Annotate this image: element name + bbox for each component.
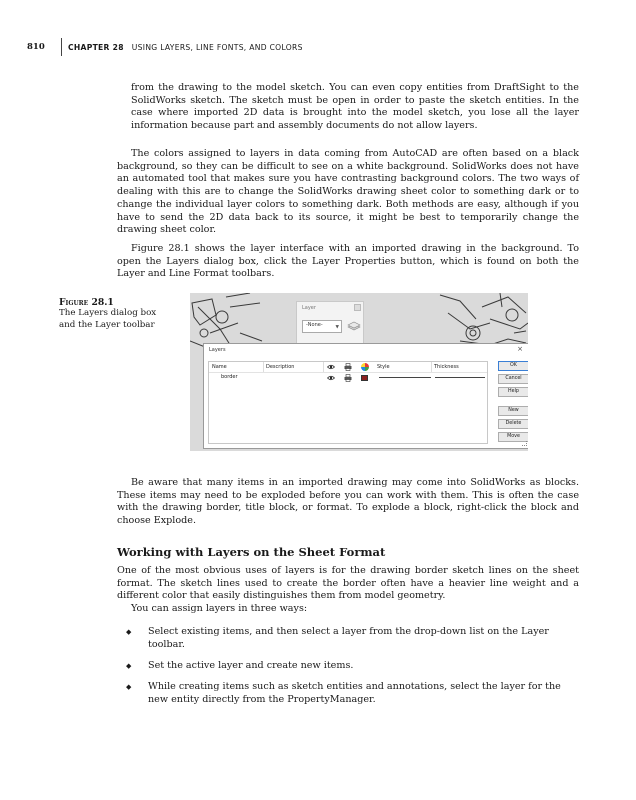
figure-caption bbox=[59, 297, 174, 331]
help-button[interactable]: Help bbox=[498, 387, 528, 397]
column-header-style[interactable]: Style bbox=[377, 364, 390, 370]
figure-caption-text: The Layers dialog box and the Layer toolbar bbox=[59, 308, 157, 330]
paragraph-colors: The colors assigned to layers in data coming from AutoCAD are often based on a black background, so they can be difficult to see on a white background. SolidWorks does not have an automated tool that makes sure you have contrasting background colors. The two ways of dealing with this are to change the SolidWorks drawing sheet color to something dark or to change the individual layer colors to something dark. Both methods are easy, although if you have to send the 2D data back to its source, it might be best to temporarily change the drawing sheet color. bbox=[117, 148, 579, 236]
paragraph-blocks: Be aware that many items in an imported drawing may come into SolidWorks as blocks. These items may need to be exploded before you can work with them. This is often the case with the drawing border, title block, or format. To explode a block, right-click the block and choose Explode. bbox=[117, 477, 579, 527]
column-divider bbox=[431, 362, 432, 372]
layer-color-swatch[interactable] bbox=[361, 375, 368, 381]
bullet-list bbox=[117, 626, 579, 715]
running-header bbox=[27, 36, 303, 58]
eye-icon[interactable] bbox=[327, 375, 335, 381]
table-header-rule bbox=[209, 372, 487, 373]
page-number: 810 bbox=[27, 42, 45, 52]
layer-toolbar bbox=[296, 301, 364, 347]
paragraph-continuation: from the drawing to the model sketch. You can even copy entities from DraftSight to the SolidWorks sketch. The sketch must be open in order to paste the sketch entities. In the case where imported 2D data is brought into the model sketch, you lose all the layer information because part and assembly documents do not allow layers. bbox=[131, 82, 579, 132]
paragraph-sheet-format: One of the most obvious uses of layers is for the drawing border sketch lines on the sheet format. The sketch lines used to create the border often have a heavier line weight and a different color that easily distinguishes them from model geometry. bbox=[117, 565, 579, 602]
list-item-text: Set the active layer and create new items. bbox=[148, 659, 354, 671]
list-item bbox=[117, 681, 579, 706]
figure-layers-screenshot bbox=[190, 293, 528, 451]
layer-properties-icon[interactable] bbox=[347, 321, 361, 332]
chapter-label: CHAPTER 28 bbox=[68, 42, 124, 52]
chevron-down-icon: ▼ bbox=[335, 325, 339, 330]
layer-dropdown[interactable] bbox=[302, 320, 342, 333]
section-heading: Working with Layers on the Sheet Format bbox=[117, 545, 386, 559]
move-layer-button[interactable]: Move bbox=[498, 432, 528, 442]
column-header-name[interactable]: Name bbox=[212, 364, 227, 370]
diamond-bullet-icon: ◆ bbox=[126, 683, 132, 692]
list-item bbox=[117, 660, 579, 673]
paragraph-assign-intro: You can assign layers in three ways: bbox=[131, 603, 308, 614]
layer-thickness-line[interactable] bbox=[435, 377, 485, 378]
chapter-title: USING LAYERS, LINE FONTS, AND COLORS bbox=[131, 42, 303, 52]
printer-icon[interactable] bbox=[344, 374, 352, 382]
layer-toolbar-title: Layer bbox=[302, 305, 316, 311]
resize-grip-icon[interactable] bbox=[522, 441, 527, 446]
paragraph-figure-intro: Figure 28.1 shows the layer interface with an imported drawing in the background. To open the Layers dialog box, click the Layer Properties button, which is found on both the Layer and Line Format toolbars. bbox=[117, 243, 579, 280]
column-divider bbox=[323, 362, 324, 372]
eye-icon bbox=[327, 364, 335, 370]
column-header-description[interactable]: Description bbox=[266, 364, 295, 370]
layer-style-line[interactable] bbox=[379, 377, 431, 378]
column-header-thickness[interactable]: Thickness bbox=[434, 364, 459, 370]
new-layer-button[interactable]: New bbox=[498, 406, 528, 416]
list-item-text: Select existing items, and then select a layer from the drop-down list on the Layer toolbar. bbox=[148, 626, 549, 650]
layer-dropdown-value: -None- bbox=[306, 322, 323, 328]
layers-dialog bbox=[203, 343, 528, 449]
header-divider bbox=[61, 38, 62, 56]
delete-layer-button[interactable]: Delete bbox=[498, 419, 528, 429]
list-item-text: While creating items such as sketch entities and annotations, select the layer for the new entity directly from the PropertyManager. bbox=[148, 681, 561, 705]
list-item bbox=[117, 626, 579, 651]
ok-button[interactable]: OK bbox=[498, 361, 528, 371]
toolbar-close-icon[interactable] bbox=[354, 304, 361, 311]
printer-icon bbox=[344, 363, 352, 371]
layers-table bbox=[208, 361, 488, 444]
color-wheel-icon bbox=[361, 363, 369, 371]
layers-dialog-title: Layers bbox=[209, 347, 226, 353]
column-divider bbox=[263, 362, 264, 372]
figure-label: Figure 28.1 bbox=[59, 297, 114, 308]
close-icon[interactable]: × bbox=[517, 345, 523, 353]
diamond-bullet-icon: ◆ bbox=[126, 628, 132, 636]
layer-row-name[interactable]: border bbox=[221, 374, 238, 380]
cancel-button[interactable]: Cancel bbox=[498, 374, 528, 384]
diamond-bullet-icon: ◆ bbox=[126, 661, 132, 670]
